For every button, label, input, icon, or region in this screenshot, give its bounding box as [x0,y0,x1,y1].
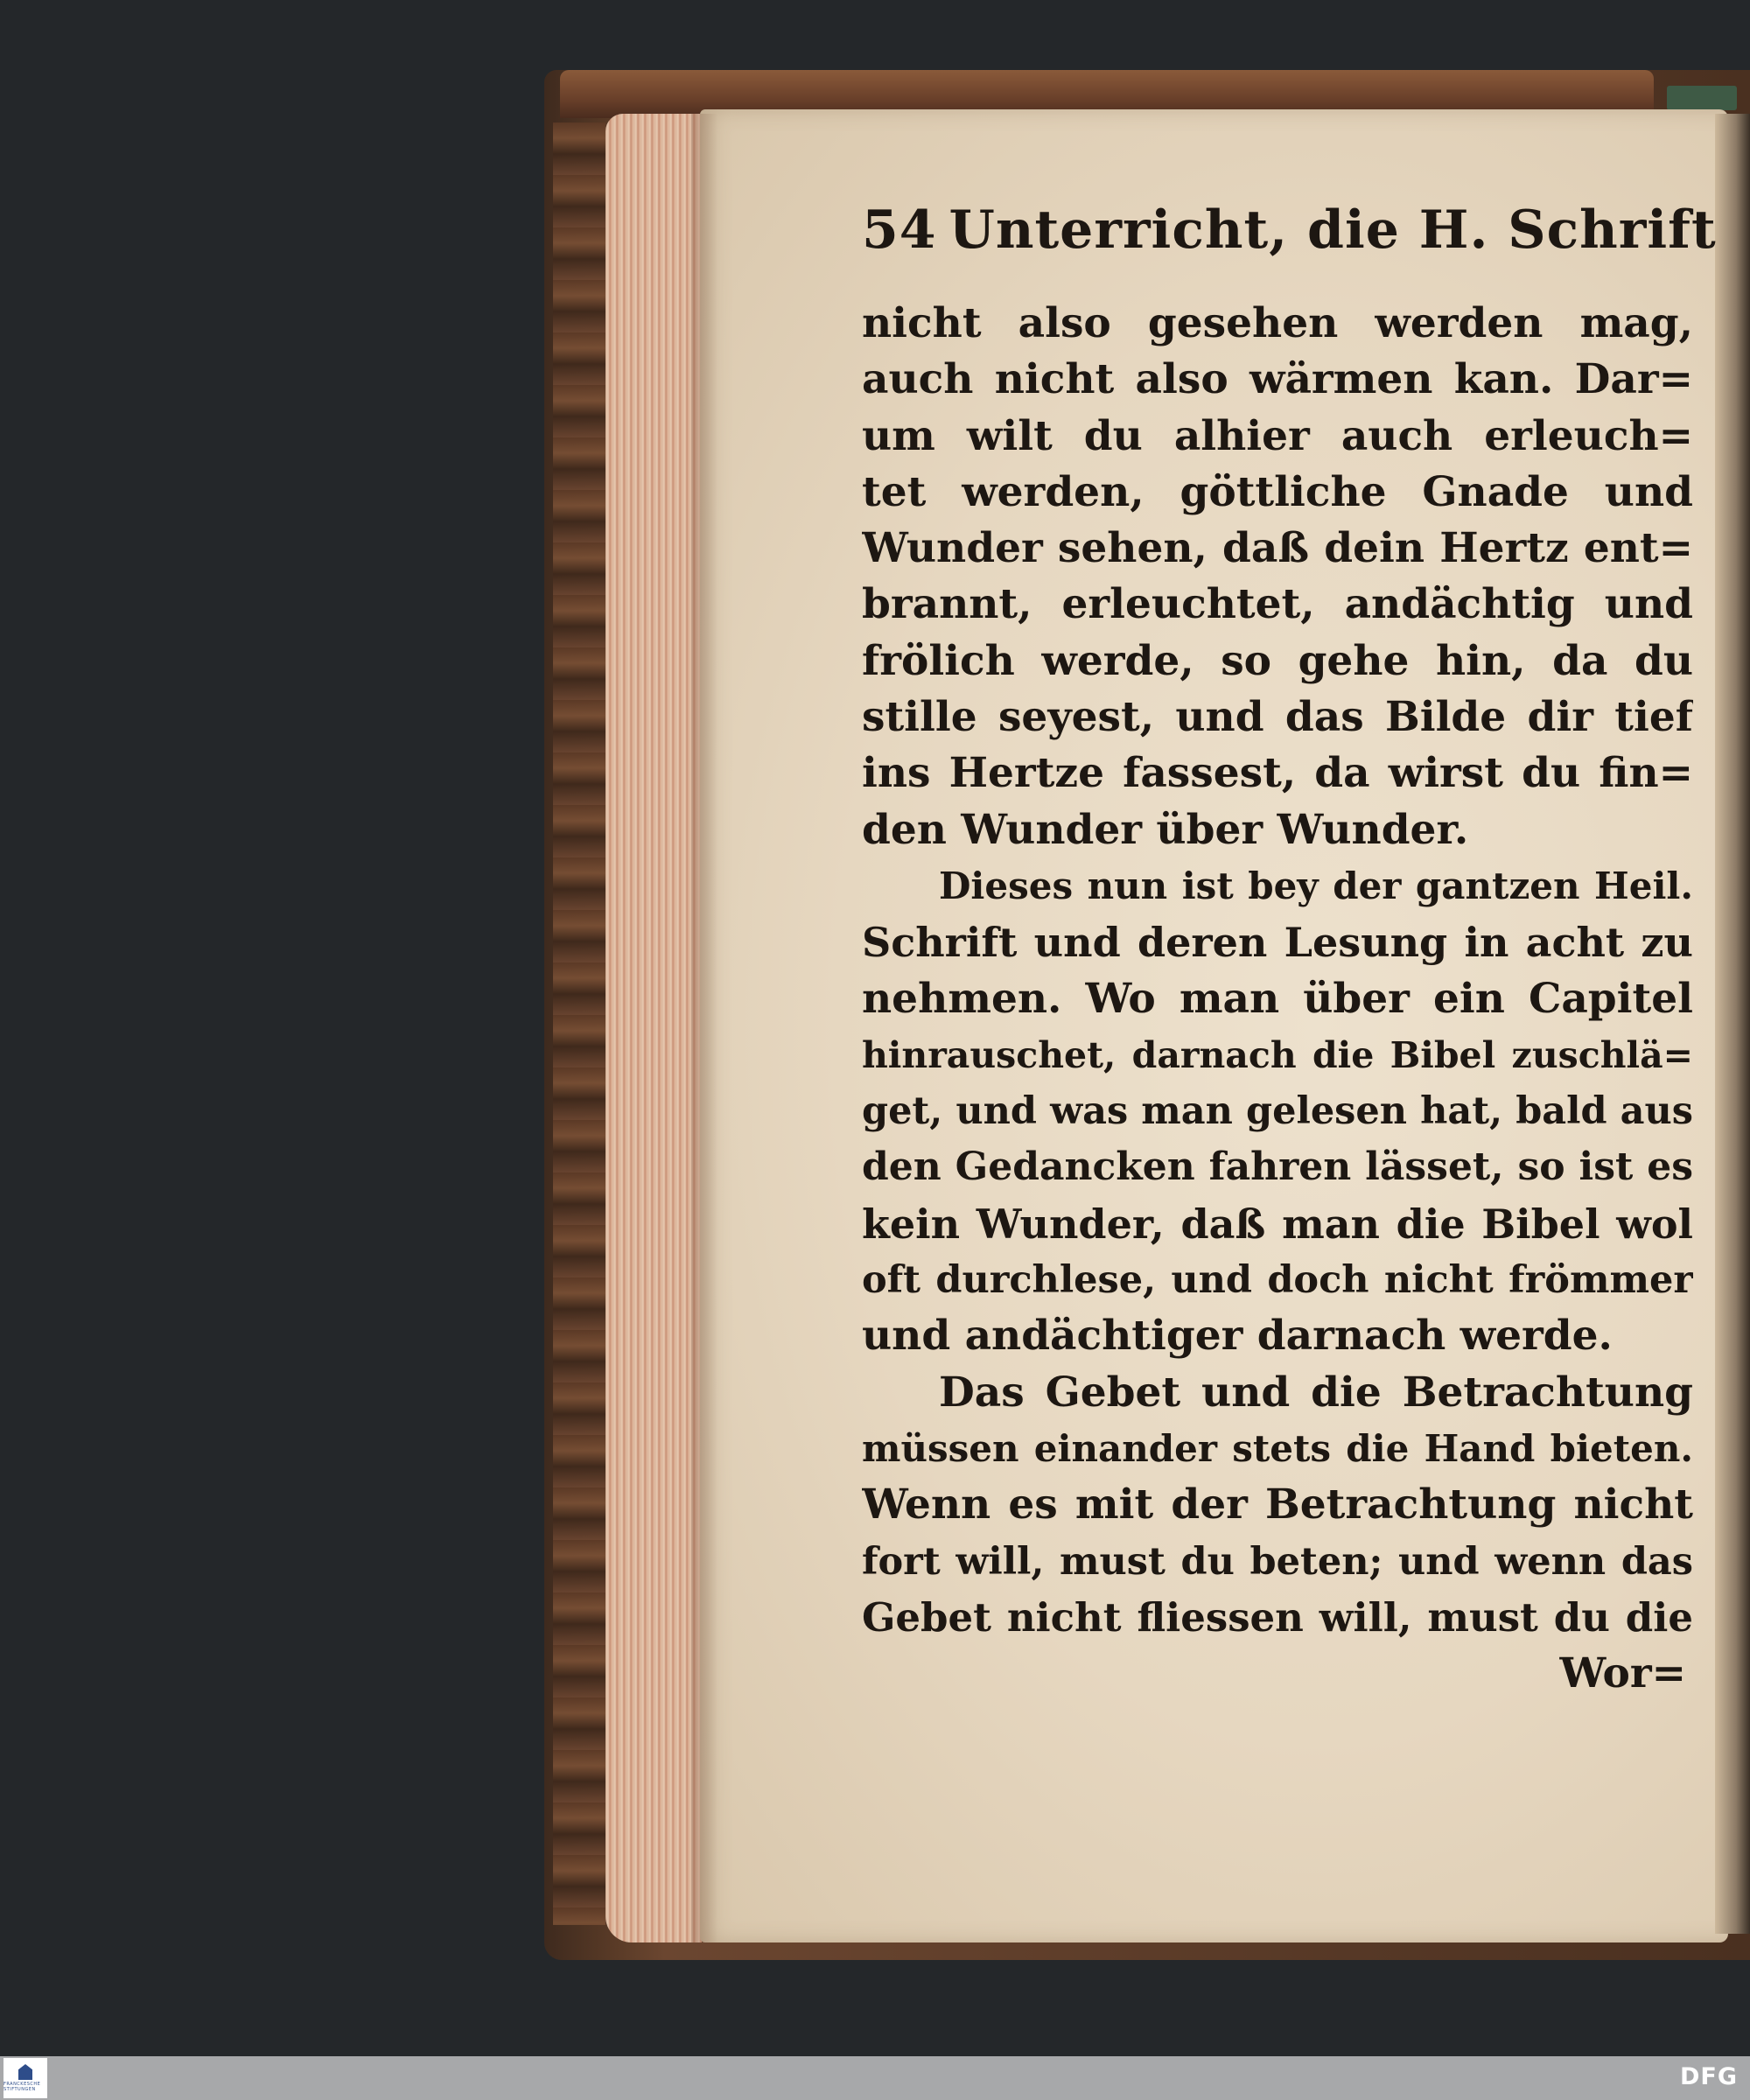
text-line: Gebet nicht fliessen will, must du die [862,1593,1693,1641]
running-head: Unterricht, die H. Schrift [948,200,1717,261]
logo-text: FRANCKESCHE STIFTUNGEN [4,2082,41,2092]
text-line: get, und was man gelesen hat, bald aus [862,1089,1693,1134]
page-number: 54 [862,200,937,261]
institution-logo [4,2058,47,2098]
logo-icon [18,2064,32,2080]
text-line: Dieses nun ist bey der gantzen Heil. [939,864,1693,907]
background-left [0,0,560,2056]
text-line: Wunder sehen, daß dein Hertz ent= [862,524,1693,573]
text-line: Das Gebet und die Betrachtung [939,1368,1693,1417]
footer-bar [0,2056,1750,2100]
page-right-edge [1715,114,1750,1934]
text-line: tet werden, göttliche Gnade und [862,467,1693,516]
text-lines [862,296,1693,1646]
text-line: ins Hertze fassest, da wirst du fin= [862,749,1693,798]
catchword: Wor= [1559,1649,1686,1698]
text-line: um wilt du alhier auch erleuch= [862,411,1693,460]
text-line: auch nicht also wärmen kan. Dar= [862,355,1693,404]
text-line: nehmen. Wo man über ein Capitel [862,974,1693,1023]
page-text-block [862,200,1717,1702]
text-line: und andächtiger darnach werde. [862,1312,1613,1361]
text-line: fort will, must du beten; und wenn das [862,1539,1693,1584]
text-line: den Wunder über Wunder. [862,805,1469,854]
gutter-shadow [691,114,718,1942]
text-line: den Gedancken fahren lässet, so ist es [862,1144,1693,1190]
text-line: brannt, erleuchtet, andächtig und [862,580,1693,629]
page-header [862,200,1717,261]
text-line: frölich werde, so gehe hin, da du [862,636,1693,685]
book-spine [553,122,606,1925]
bookmark-ribbon [1667,86,1737,110]
text-line: Schrift und deren Lesung in acht zu [862,919,1693,967]
text-line: stille seyest, und das Bilde dir tief [862,693,1693,742]
page-leaves-edge [606,114,702,1942]
text-line: kein Wunder, daß man die Bibel wol [862,1200,1693,1248]
text-line: nicht also gesehen werden mag, [862,299,1693,347]
text-line: Wenn es mit der Betrachtung nicht [862,1480,1693,1530]
text-line: oft durchlese, und doch nicht frömmer [862,1258,1693,1303]
text-line: hinrauschet, darnach die Bibel zuschlä= [862,1033,1693,1076]
dfg-label: DFG [1679,2063,1738,2090]
text-line: müssen einander stets die Hand bieten. [862,1426,1693,1470]
